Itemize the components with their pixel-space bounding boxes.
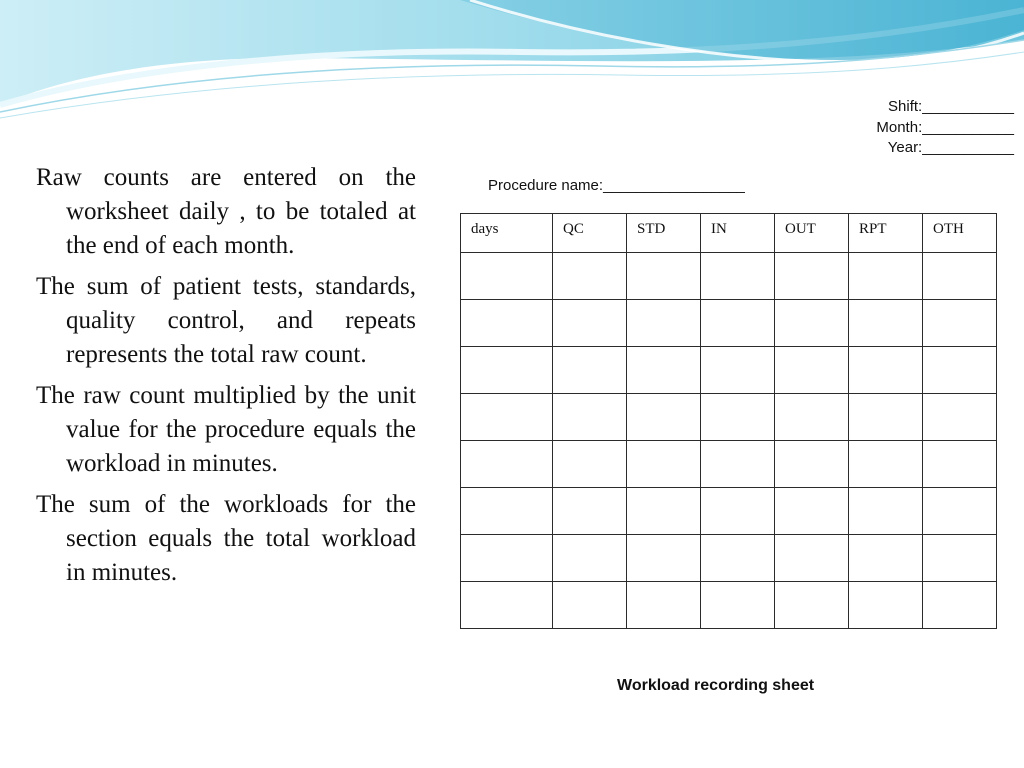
table-cell-qc [553, 253, 627, 300]
table-cell-oth [923, 347, 997, 394]
table-cell-rpt [849, 253, 923, 300]
table-cell-out [775, 535, 849, 582]
table-body [461, 253, 997, 629]
table-row [461, 582, 997, 629]
column-header-std: STD [627, 214, 701, 253]
paragraph-raw-count-multiplied: The raw count multiplied by the unit value for the procedure equals the workload in minutes. [36, 382, 416, 477]
column-header-days: days [461, 214, 553, 253]
table-cell-in [701, 441, 775, 488]
table-row [461, 488, 997, 535]
table-cell-in [701, 488, 775, 535]
table-cell-rpt [849, 300, 923, 347]
table-cell-oth [923, 300, 997, 347]
table-cell-qc [553, 300, 627, 347]
shift-field: Shift:___________ [888, 98, 1014, 115]
table-cell-qc [553, 394, 627, 441]
table-cell-out [775, 347, 849, 394]
table-cell-in [701, 253, 775, 300]
table-cell-std [627, 535, 701, 582]
table-cell-days [461, 253, 553, 300]
table-cell-oth [923, 441, 997, 488]
paragraph-sum-of-workloads: The sum of the workloads for the section equals the total workload in minutes. [36, 491, 416, 586]
table-cell-rpt [849, 441, 923, 488]
table-cell-in [701, 535, 775, 582]
table-cell-qc [553, 441, 627, 488]
table-cell-days [461, 394, 553, 441]
workload-table [460, 213, 997, 629]
table-cell-rpt [849, 488, 923, 535]
table-cell-oth [923, 535, 997, 582]
table-cell-out [775, 253, 849, 300]
table-row [461, 347, 997, 394]
paragraph-raw-counts: Raw counts are entered on the worksheet daily , to be totaled at the end of each month. [36, 164, 416, 259]
table-cell-out [775, 300, 849, 347]
table-cell-oth [923, 253, 997, 300]
table-cell-days [461, 488, 553, 535]
paragraph-sum-of-tests: The sum of patient tests, standards, quality control, and repeats represents the total raw count. [36, 273, 416, 368]
table-cell-oth [923, 394, 997, 441]
procedure-name-field: Procedure name:_________________ [488, 177, 745, 194]
table-cell-days [461, 535, 553, 582]
table-cell-qc [553, 488, 627, 535]
table-cell-out [775, 582, 849, 629]
table-cell-out [775, 441, 849, 488]
table-cell-days [461, 582, 553, 629]
table-cell-std [627, 582, 701, 629]
table-cell-in [701, 300, 775, 347]
column-header-in: IN [701, 214, 775, 253]
column-header-qc: QC [553, 214, 627, 253]
table-cell-qc [553, 582, 627, 629]
table-row [461, 253, 997, 300]
table-cell-oth [923, 582, 997, 629]
table-cell-rpt [849, 535, 923, 582]
table-cell-days [461, 441, 553, 488]
table-cell-qc [553, 535, 627, 582]
table-cell-rpt [849, 347, 923, 394]
table-header-row [461, 214, 997, 253]
table-cell-in [701, 347, 775, 394]
table-cell-oth [923, 488, 997, 535]
table-cell-in [701, 582, 775, 629]
table-cell-std [627, 300, 701, 347]
table-cell-std [627, 253, 701, 300]
table-row [461, 441, 997, 488]
column-header-out: OUT [775, 214, 849, 253]
table-cell-std [627, 347, 701, 394]
header-fields [876, 97, 1014, 159]
table-cell-std [627, 488, 701, 535]
year-field: Year:___________ [887, 139, 1014, 156]
table-cell-in [701, 394, 775, 441]
explanation-text [36, 161, 416, 597]
header-wave-decoration [0, 0, 1024, 130]
table-cell-days [461, 300, 553, 347]
table-cell-qc [553, 347, 627, 394]
month-field: Month:___________ [876, 118, 1014, 136]
column-header-oth: OTH [923, 214, 997, 253]
table-cell-out [775, 394, 849, 441]
table-cell-days [461, 347, 553, 394]
table-cell-std [627, 394, 701, 441]
column-header-rpt: RPT [849, 214, 923, 253]
table-row [461, 300, 997, 347]
table-cell-rpt [849, 394, 923, 441]
table-cell-std [627, 441, 701, 488]
table-cell-out [775, 488, 849, 535]
table-caption: Workload recording sheet [617, 677, 815, 694]
table-cell-rpt [849, 582, 923, 629]
table-row [461, 535, 997, 582]
table-row [461, 394, 997, 441]
